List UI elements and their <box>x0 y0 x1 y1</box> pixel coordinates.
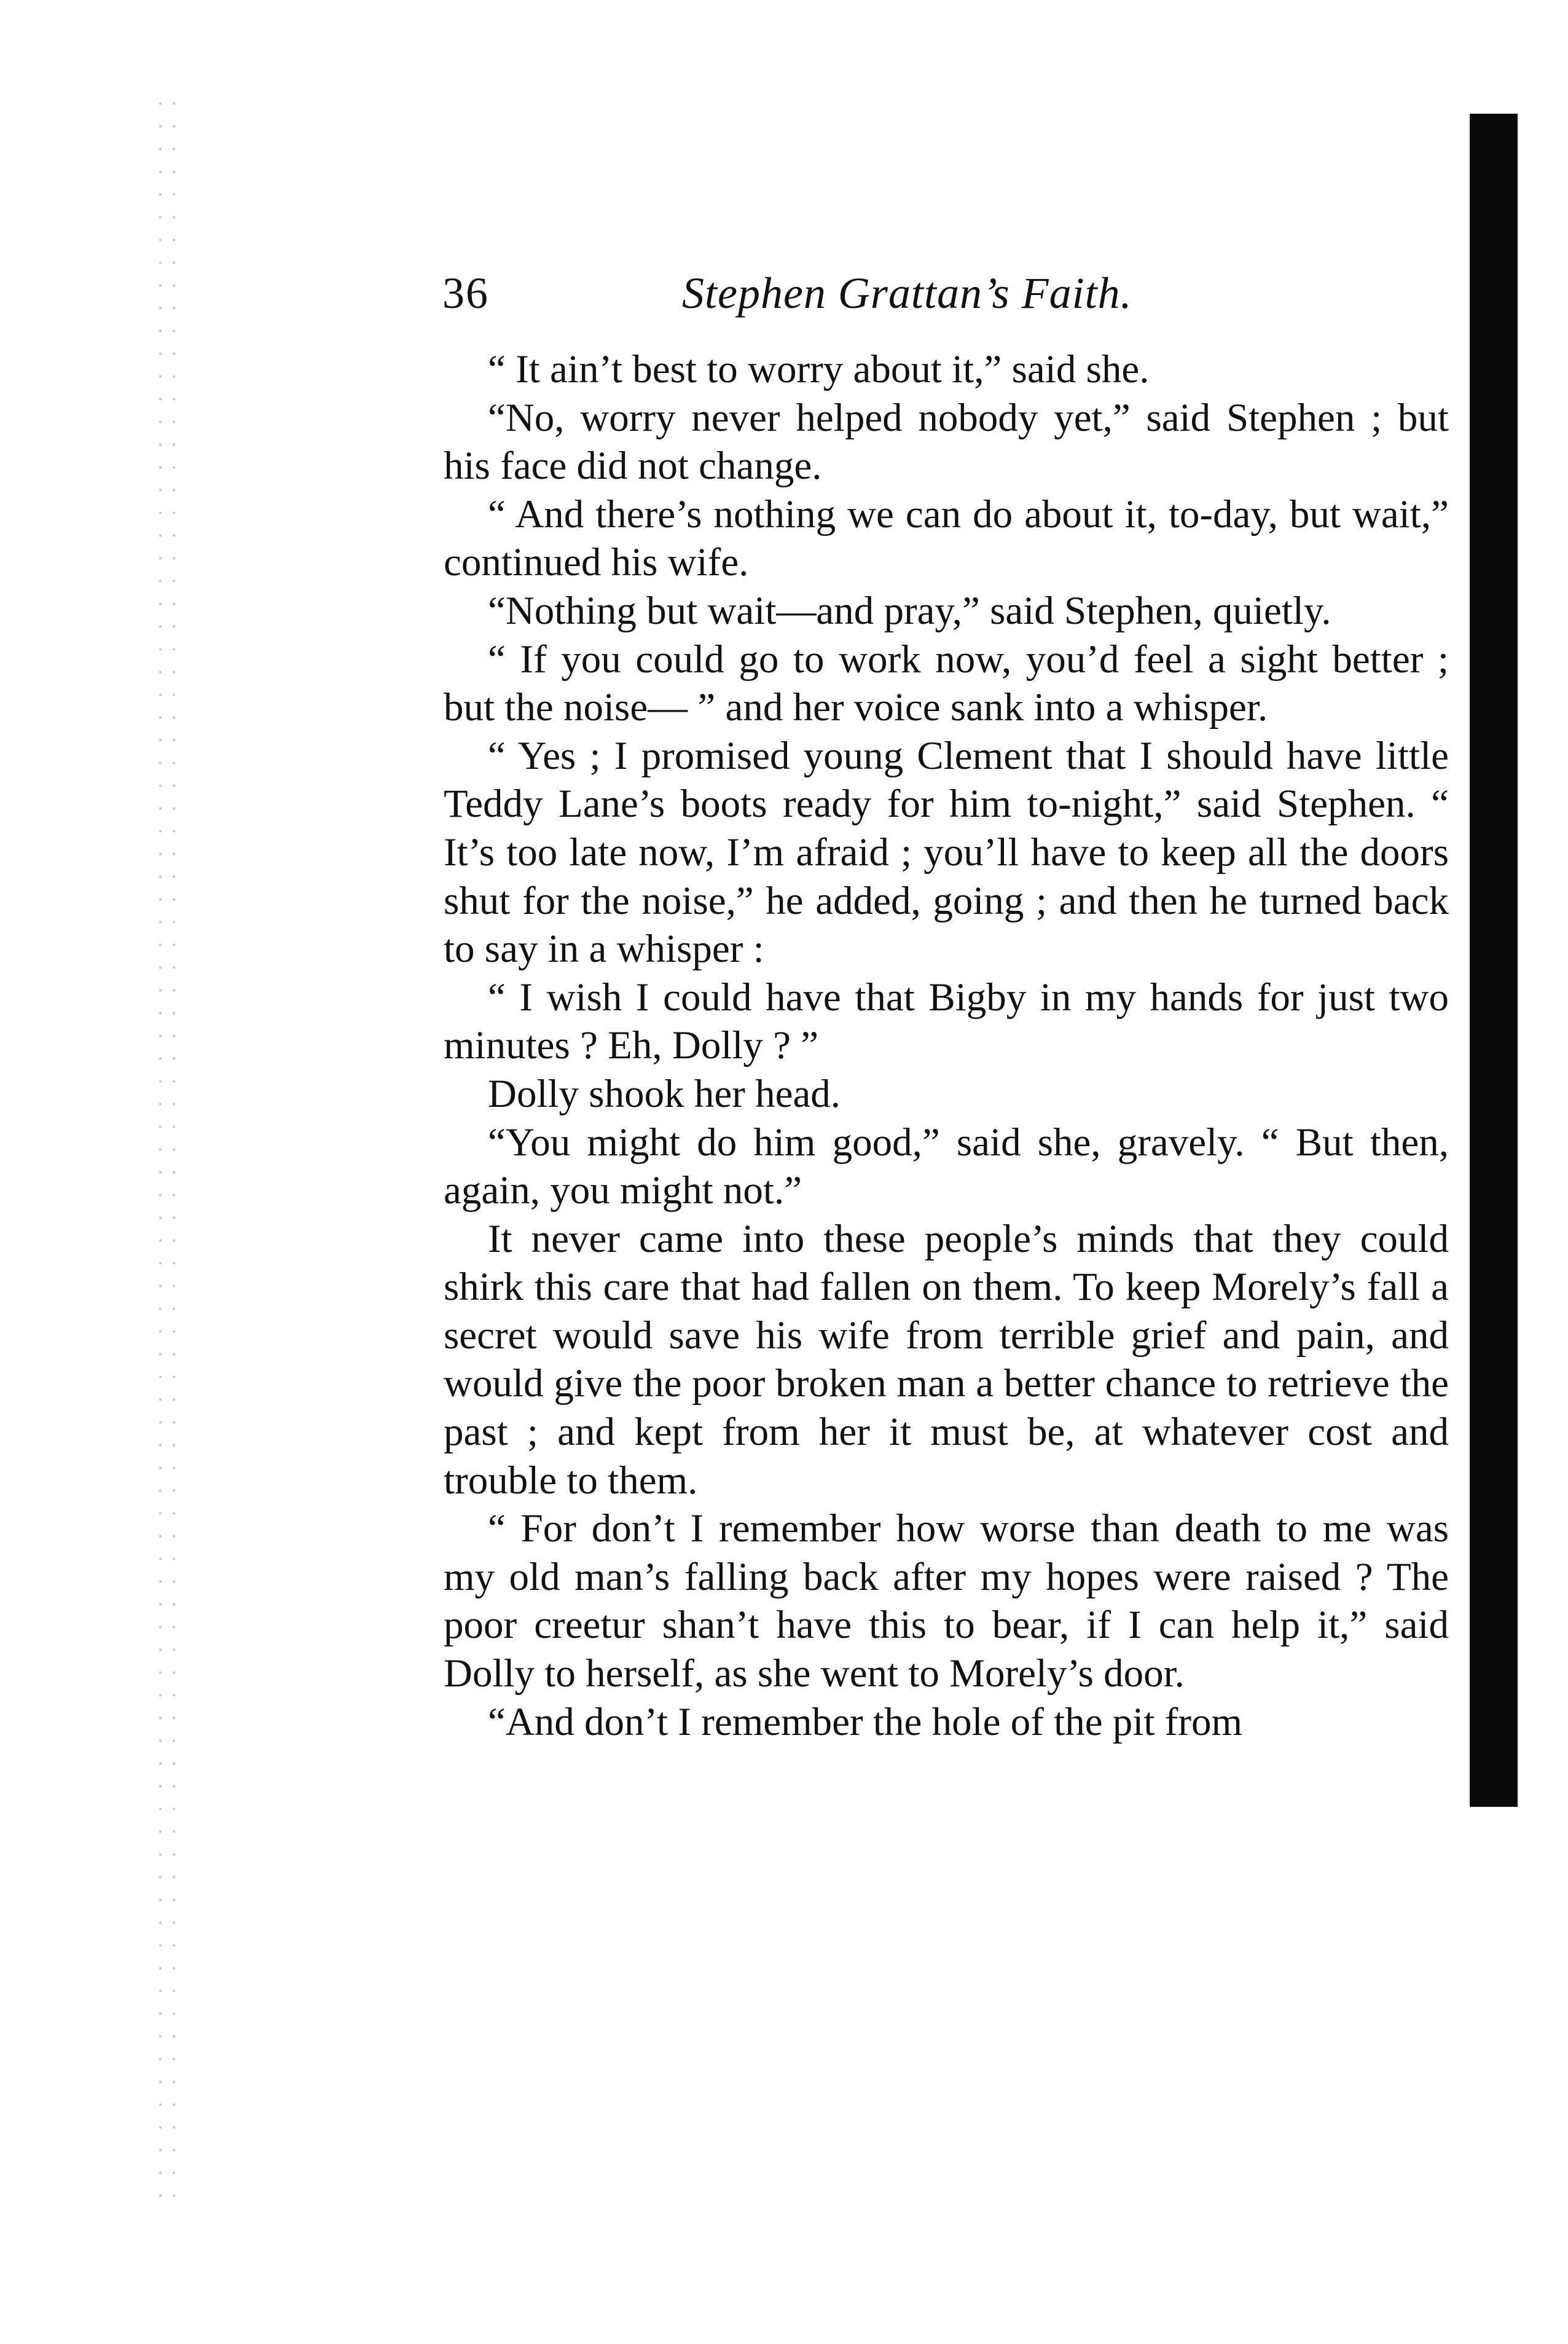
paragraph: Dolly shook her head. <box>488 1071 841 1116</box>
paragraph: “You might do him good,” said she, gravely. “ But then, again, you might not.” <box>444 1120 1449 1213</box>
paragraph: “No, worry never helped nobody yet,” said Stephen ; but his face did not change. <box>444 395 1449 489</box>
paragraph: “ It ain’t best to worry about it,” said she. <box>488 347 1150 391</box>
binding-gutter-shadow <box>154 92 178 2212</box>
page-edge-bar <box>1470 114 1518 1807</box>
paragraph: “ I wish I could have that Bigby in my hands for just two minutes ? Eh, Dolly ? ” <box>444 975 1449 1068</box>
running-title: Stephen Grattan’s Faith. <box>682 269 1132 318</box>
paragraph: It never came into these people’s minds that they could shirk this care that had fallen on them. To keep Morely’s fall a secret would save his wife from terrible grief and pain, and would give the poor broken man a better chance to retrieve the past ; and kept from her it must be, at whatever cost and trouble to them. <box>444 1216 1449 1503</box>
paragraph: “ If you could go to work now, you’d feel a sight better ; but the noise— ” and her voice sank into a whisper. <box>444 637 1449 730</box>
body-text <box>444 345 1449 1746</box>
paragraph: “Nothing but wait—and pray,” said Stephen, quietly. <box>488 588 1331 633</box>
paragraph: “ For don’t I remember how worse than death to me was my old man’s falling back after my hopes were raised ? The poor creetur shan’t have this to bear, if I can help it,” said Dolly to herself, as she went to Morely’s door. <box>444 1506 1449 1696</box>
paragraph: “ And there’s nothing we can do about it, to-day, but wait,” continued his wife. <box>444 492 1449 585</box>
paragraph: “And don’t I remember the hole of the pit from <box>488 1699 1243 1744</box>
page-number: 36 <box>442 269 489 318</box>
paragraph: “ Yes ; I promised young Clement that I should have little Teddy Lane’s boots ready for him to-night,” said Stephen. “ It’s too late now, I’m afraid ; you’ll have to keep all the doors shut for the noise,” he added, going ; and then he turned back to say in a whisper : <box>444 733 1449 972</box>
running-head <box>442 259 1450 327</box>
